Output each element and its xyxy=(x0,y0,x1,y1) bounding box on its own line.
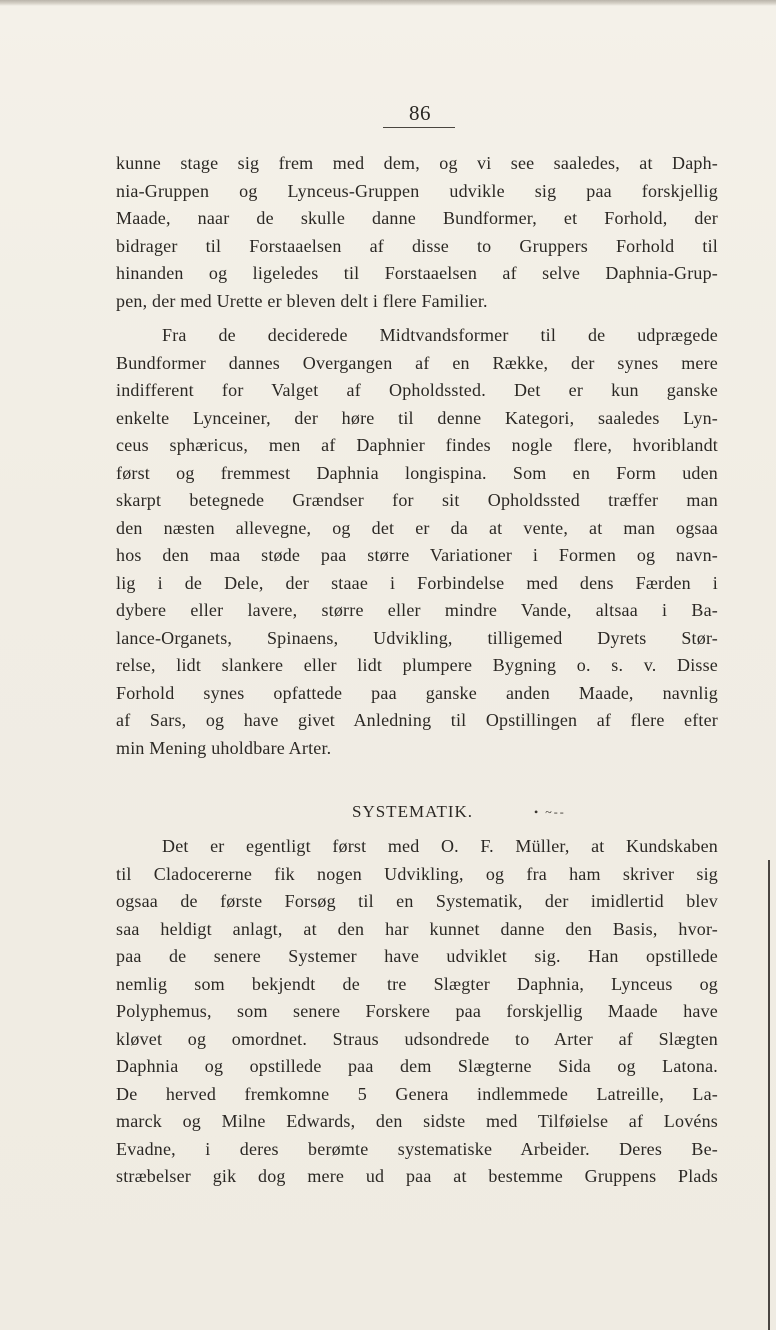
text-line: lance-Organets, Spinaens, Udvikling, tilligemed Dyrets Stør- xyxy=(116,627,718,648)
text-line: lig i de Dele, der staae i Forbindelse med dens Færden i xyxy=(116,572,718,593)
paragraph-1 xyxy=(116,150,718,315)
text-line: bidrager til Forstaaelsen af disse to Gruppers Forhold til xyxy=(116,235,718,256)
text-line: Maade, naar de skulle danne Bundformer, et Forhold, der xyxy=(116,208,718,228)
text-line: dybere eller lavere, større eller mindre Vande, altsaa i Ba- xyxy=(116,600,718,620)
text-line: marck og Milne Edwards, den sidste med Tilføielse af Lovéns xyxy=(116,1111,718,1131)
text-line: skarpt betegnede Grændser for sit Opholdssted træffer man xyxy=(116,490,718,510)
text-line: kunne stage sig frem med dem, og vi see saaledes, at Daph- xyxy=(116,153,718,173)
text-line: Det er egentligt først med O. F. Müller, at Kundskaben xyxy=(162,836,718,856)
text-line: Bundformer dannes Overgangen af en Række, der synes mere xyxy=(116,352,718,373)
text-line: ceus sphæricus, men af Daphnier findes nogle flere, hvoriblandt xyxy=(116,435,718,455)
text-line: min Mening uholdbare Arter. xyxy=(116,737,332,758)
text-line: indifferent for Valget af Opholdssted. Det er kun ganske xyxy=(116,380,718,400)
page-right-edge xyxy=(768,860,770,1330)
text-line: De herved fremkomne 5 Genera indlemmede Latreille, La- xyxy=(116,1083,718,1104)
text-line: til Cladocererne fik nogen Udvikling, og fra ham skriver sig xyxy=(116,863,718,884)
text-line: Polyphemus, som senere Forskere paa forskjellig Maade have xyxy=(116,1001,718,1021)
text-line: Daphnia og opstillede paa dem Slægterne Sida og Latona. xyxy=(116,1056,718,1076)
text-line: stræbelser gik dog mere ud paa at bestemme Gruppens Plads xyxy=(116,1166,718,1186)
text-line: kløvet og omordnet. Straus udsondrede to Arter af Slægten xyxy=(116,1028,718,1049)
text-line: Forhold synes opfattede paa ganske anden Maade, navnlig xyxy=(116,682,718,703)
text-line: hinanden og ligeledes til Forstaaelsen af selve Daphnia-Grup- xyxy=(116,263,718,283)
text-line: af Sars, og have givet Anledning til Opstillingen af flere efter xyxy=(116,710,718,730)
paragraph-2 xyxy=(116,322,718,762)
page-number: 86 xyxy=(409,101,431,125)
text-line: nia-Gruppen og Lynceus-Gruppen udvikle sig paa forskjellig xyxy=(116,180,718,201)
text-line: Evadne, i deres berømte systematiske Arbeider. Deres Be- xyxy=(116,1138,718,1159)
page-top-edge xyxy=(0,0,776,6)
text-line: enkelte Lynceiner, der høre til denne Kategori, saaledes Lyn- xyxy=(116,407,718,428)
text-line: først og fremmest Daphnia longispina. Som en Form uden xyxy=(116,462,718,483)
text-line: hos den maa støde paa større Variationer i Formen og navn- xyxy=(116,545,718,565)
text-line: ogsaa de første Forsøg til en Systematik, der imidlertid blev xyxy=(116,891,718,911)
text-line: nemlig som bekjendt de tre Slægter Daphnia, Lynceus og xyxy=(116,973,718,994)
paragraph-3 xyxy=(116,833,718,1191)
ornament-mark: • ~‑‑ xyxy=(534,805,566,819)
text-line: den næsten allevegne, og det er da at vente, at man ogsaa xyxy=(116,517,718,538)
section-heading-row xyxy=(116,797,718,827)
text-line: pen, der med Urette er bleven delt i flere Familier. xyxy=(116,290,488,311)
page-number-rule xyxy=(383,127,455,128)
text-line: saa heldigt anlagt, at den har kunnet danne den Basis, hvor- xyxy=(116,918,718,939)
text-line: relse, lidt slankere eller lidt plumpere Bygning o. s. v. Disse xyxy=(116,655,718,675)
section-heading: SYSTEMATIK. xyxy=(352,802,474,821)
text-line: Fra de deciderede Midtvandsformer til de udprægede xyxy=(162,325,718,345)
text-line: paa de senere Systemer have udviklet sig. Han opstillede xyxy=(116,946,718,966)
